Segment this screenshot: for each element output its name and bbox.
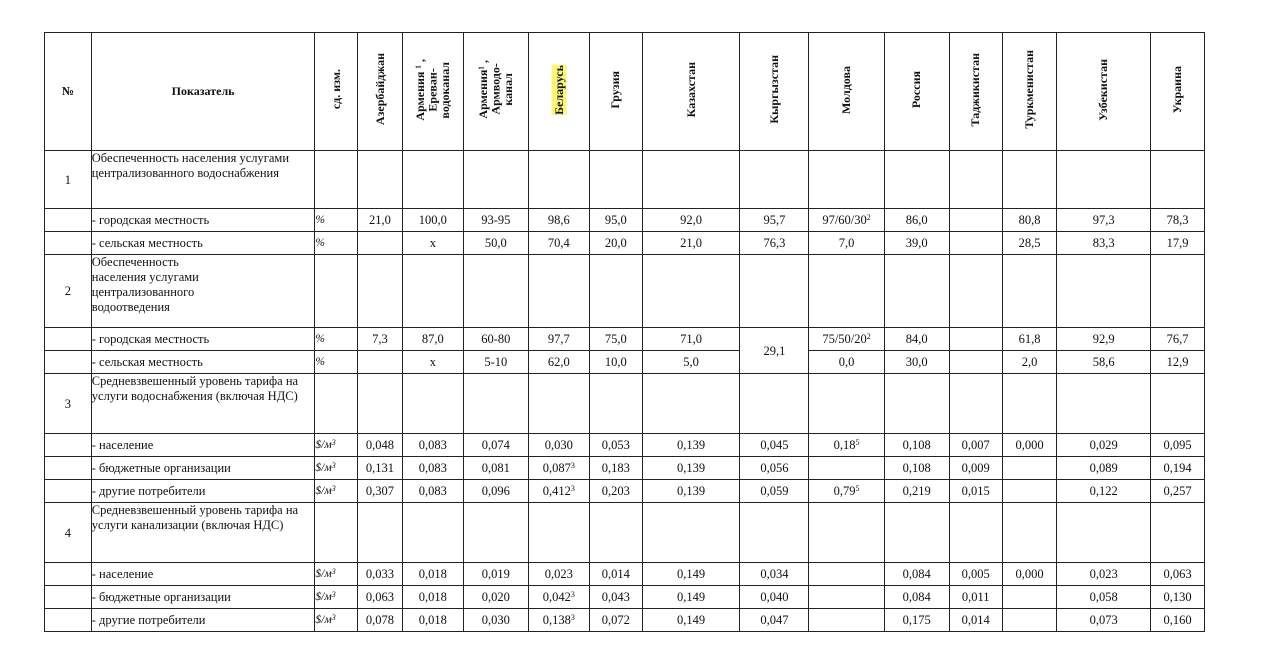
table-row xyxy=(45,457,1205,480)
cell-belarus: 97,7 xyxy=(528,328,589,351)
cell-azerbaijan: 0,063 xyxy=(358,586,403,609)
row-number: 2 xyxy=(45,255,92,328)
cell-azerbaijan xyxy=(358,351,403,374)
cell-azerbaijan: 7,3 xyxy=(358,328,403,351)
cell-armenia-yerevan: 0,018 xyxy=(402,563,463,586)
cell-turkmenistan: 2,0 xyxy=(1002,351,1057,374)
group-label: Средневзвешенный уровень тарифа на услуги водоснабжения (включая НДС) xyxy=(91,374,315,434)
cell-kyrgyzstan: 0,047 xyxy=(740,609,809,632)
cell-kyrgyzstan: 76,3 xyxy=(740,232,809,255)
cell-georgia: 20,0 xyxy=(589,232,642,255)
cell-value: 0,042 xyxy=(542,590,571,604)
header-belarus: Беларусь xyxy=(551,64,566,115)
cell-georgia: 0,203 xyxy=(589,480,642,503)
cell-tajikistan xyxy=(949,209,1002,232)
table-row xyxy=(45,586,1205,609)
header-uzbekistan: Узбекистан xyxy=(1096,58,1111,121)
cell-turkmenistan: 0,000 xyxy=(1002,434,1057,457)
unit-exponent: 3 xyxy=(331,567,336,576)
cell-georgia: 0,043 xyxy=(589,586,642,609)
cell-kyrgyzstan: 0,059 xyxy=(740,480,809,503)
header-moldova: Молдова xyxy=(839,65,854,114)
cell-azerbaijan: 0,078 xyxy=(358,609,403,632)
cell-russia: 84,0 xyxy=(884,328,949,351)
cell-uzbekistan: 0,023 xyxy=(1057,563,1151,586)
cell-kyrgyzstan: 95,7 xyxy=(740,209,809,232)
group-label: Обеспеченность населения услугами централизованного водоснабжения xyxy=(91,151,315,209)
cell-belarus: 98,6 xyxy=(528,209,589,232)
cell-armenia-yerevan: x xyxy=(402,351,463,374)
unit-cell xyxy=(315,480,358,503)
table-row xyxy=(45,351,1205,374)
footnote-mark: 3 xyxy=(570,590,575,599)
cell-armenia-yerevan: 0,018 xyxy=(402,609,463,632)
cell-georgia: 0,183 xyxy=(589,457,642,480)
table-row xyxy=(45,209,1205,232)
footnote-mark: 3 xyxy=(570,484,575,493)
row-label: - городская местность xyxy=(91,328,315,351)
cell-armenia-yerevan: 0,018 xyxy=(402,586,463,609)
cell-armenia-yerevan: x xyxy=(402,232,463,255)
cell-moldova xyxy=(809,563,884,586)
unit-cell xyxy=(315,609,358,632)
unit-exponent: 3 xyxy=(331,484,336,493)
cell-russia: 0,084 xyxy=(884,586,949,609)
cell-uzbekistan: 0,058 xyxy=(1057,586,1151,609)
row-label: - население xyxy=(91,434,315,457)
cell-ukraine: 0,130 xyxy=(1151,586,1205,609)
row-label: - сельская местность xyxy=(91,351,315,374)
row-label: - бюджетные организации xyxy=(91,586,315,609)
unit-exponent: 3 xyxy=(331,438,336,447)
row-label: - население xyxy=(91,563,315,586)
table-row xyxy=(45,480,1205,503)
cell-belarus: 70,4 xyxy=(528,232,589,255)
cell-turkmenistan: 28,5 xyxy=(1002,232,1057,255)
cell-kazakhstan: 0,149 xyxy=(642,609,740,632)
row-label: - бюджетные организации xyxy=(91,457,315,480)
footnote-mark: 3 xyxy=(570,613,575,622)
table-row xyxy=(45,434,1205,457)
cell-value: 97/60/30 xyxy=(822,213,867,227)
group-label: Средневзвешенный уровень тарифа на услуги канализации (включая НДС) xyxy=(91,503,315,563)
header-georgia: Грузия xyxy=(608,70,623,109)
cell-armenia-armvodokanal: 0,081 xyxy=(463,457,528,480)
cell-armenia-yerevan: 0,083 xyxy=(402,480,463,503)
cell-georgia: 0,072 xyxy=(589,609,642,632)
cell-armenia-armvodokanal: 0,020 xyxy=(463,586,528,609)
row-label: - сельская местность xyxy=(91,232,315,255)
unit-text: $/м xyxy=(315,439,332,451)
water-services-table xyxy=(44,32,1205,632)
group-row xyxy=(45,374,1205,434)
unit-exponent: 3 xyxy=(331,461,336,470)
cell-turkmenistan: 80,8 xyxy=(1002,209,1057,232)
unit-text: $/м xyxy=(315,614,332,626)
cell-tajikistan xyxy=(949,328,1002,351)
cell-armenia-armvodokanal: 0,074 xyxy=(463,434,528,457)
cell-azerbaijan xyxy=(358,232,403,255)
cell-turkmenistan xyxy=(1002,586,1057,609)
cell-kazakhstan: 92,0 xyxy=(642,209,740,232)
cell-tajikistan xyxy=(949,232,1002,255)
cell-armenia-armvodokanal: 5-10 xyxy=(463,351,528,374)
cell-russia: 86,0 xyxy=(884,209,949,232)
cell-ukraine: 0,095 xyxy=(1151,434,1205,457)
unit-cell xyxy=(315,563,358,586)
header-kazakhstan: Казахстан xyxy=(683,61,698,118)
cell-kyrgyzstan: 0,045 xyxy=(740,434,809,457)
row-label: - другие потребители xyxy=(91,480,315,503)
cell-tajikistan: 0,009 xyxy=(949,457,1002,480)
table-row xyxy=(45,328,1205,351)
cell-kazakhstan: 21,0 xyxy=(642,232,740,255)
cell-georgia: 0,014 xyxy=(589,563,642,586)
header-unit: сд. изм. xyxy=(328,69,343,110)
footnote-mark: 5 xyxy=(855,484,860,493)
cell-belarus xyxy=(528,457,589,480)
cell-armenia-armvodokanal: 0,019 xyxy=(463,563,528,586)
row-number: 3 xyxy=(45,374,92,434)
cell-kazakhstan: 0,149 xyxy=(642,586,740,609)
header-russia: Россия xyxy=(909,70,924,109)
cell-uzbekistan: 0,089 xyxy=(1057,457,1151,480)
cell-belarus xyxy=(528,586,589,609)
cell-armenia-armvodokanal: 0,096 xyxy=(463,480,528,503)
cell-ukraine: 0,257 xyxy=(1151,480,1205,503)
cell-kazakhstan: 0,139 xyxy=(642,480,740,503)
cell-value: 75/50/20 xyxy=(822,332,867,346)
cell-armenia-armvodokanal: 60-80 xyxy=(463,328,528,351)
group-label: Обеспеченность населения услугами централизованного водоотведения xyxy=(91,255,315,328)
cell-value: 0,18 xyxy=(833,438,856,452)
cell-uzbekistan: 83,3 xyxy=(1057,232,1151,255)
cell-belarus xyxy=(528,609,589,632)
cell-ukraine: 12,9 xyxy=(1151,351,1205,374)
cell-armenia-armvodokanal: 0,030 xyxy=(463,609,528,632)
cell-uzbekistan: 0,029 xyxy=(1057,434,1151,457)
cell-moldova xyxy=(809,457,884,480)
cell-uzbekistan: 97,3 xyxy=(1057,209,1151,232)
cell-russia: 0,108 xyxy=(884,457,949,480)
cell-turkmenistan: 0,000 xyxy=(1002,563,1057,586)
unit-text: $/м xyxy=(315,568,332,580)
table-row xyxy=(45,563,1205,586)
cell-tajikistan: 0,005 xyxy=(949,563,1002,586)
unit-cell: % xyxy=(315,232,358,255)
cell-moldova xyxy=(809,609,884,632)
cell-ukraine: 0,194 xyxy=(1151,457,1205,480)
cell-russia: 0,108 xyxy=(884,434,949,457)
cell-value: 0,138 xyxy=(542,613,571,627)
cell-armenia-armvodokanal: 50,0 xyxy=(463,232,528,255)
cell-russia: 30,0 xyxy=(884,351,949,374)
cell-tajikistan: 0,011 xyxy=(949,586,1002,609)
row-label: - другие потребители xyxy=(91,609,315,632)
unit-cell: % xyxy=(315,328,358,351)
cell-uzbekistan: 92,9 xyxy=(1057,328,1151,351)
header-armenia-armvodokanal: Армения¹ , Армводо- канал xyxy=(475,60,516,119)
cell-russia: 0,175 xyxy=(884,609,949,632)
footnote-mark: 2 xyxy=(866,332,871,341)
unit-text: $/м xyxy=(315,462,332,474)
cell-tajikistan xyxy=(949,351,1002,374)
header-tajikistan: Таджикистан xyxy=(968,52,983,127)
unit-cell: % xyxy=(315,209,358,232)
table-row xyxy=(45,609,1205,632)
cell-georgia: 75,0 xyxy=(589,328,642,351)
unit-text: $/м xyxy=(315,591,332,603)
cell-armenia-yerevan: 0,083 xyxy=(402,434,463,457)
cell-russia: 0,219 xyxy=(884,480,949,503)
row-number: 4 xyxy=(45,503,92,563)
unit-cell xyxy=(315,457,358,480)
cell-ukraine: 76,7 xyxy=(1151,328,1205,351)
cell-kazakhstan: 71,0 xyxy=(642,328,740,351)
header-indicator: Показатель xyxy=(91,33,315,151)
cell-kazakhstan: 0,139 xyxy=(642,457,740,480)
cell-uzbekistan: 58,6 xyxy=(1057,351,1151,374)
cell-azerbaijan: 21,0 xyxy=(358,209,403,232)
cell-turkmenistan xyxy=(1002,480,1057,503)
cell-moldova: 0,0 xyxy=(809,351,884,374)
cell-kyrgyzstan: 0,040 xyxy=(740,586,809,609)
cell-belarus: 0,023 xyxy=(528,563,589,586)
cell-azerbaijan: 0,131 xyxy=(358,457,403,480)
cell-turkmenistan xyxy=(1002,609,1057,632)
cell-azerbaijan: 0,033 xyxy=(358,563,403,586)
cell-kazakhstan: 0,139 xyxy=(642,434,740,457)
cell-kazakhstan: 0,149 xyxy=(642,563,740,586)
cell-azerbaijan: 0,048 xyxy=(358,434,403,457)
cell-georgia: 10,0 xyxy=(589,351,642,374)
header-no: № xyxy=(45,33,92,151)
cell-uzbekistan: 0,073 xyxy=(1057,609,1151,632)
header-azerbaijan: Азербайджан xyxy=(372,53,387,126)
cell-russia: 39,0 xyxy=(884,232,949,255)
header-armenia-yerevan: Армения ¹ , Ереван- водоканал xyxy=(412,58,453,121)
unit-cell: % xyxy=(315,351,358,374)
row-number: 1 xyxy=(45,151,92,209)
cell-moldova xyxy=(809,209,884,232)
cell-ukraine: 17,9 xyxy=(1151,232,1205,255)
cell-turkmenistan xyxy=(1002,457,1057,480)
footnote-mark: 2 xyxy=(866,213,871,222)
cell-armenia-yerevan: 100,0 xyxy=(402,209,463,232)
row-label: - городская местность xyxy=(91,209,315,232)
cell-ukraine: 0,160 xyxy=(1151,609,1205,632)
cell-uzbekistan: 0,122 xyxy=(1057,480,1151,503)
header-kyrgyzstan: Кыргызстан xyxy=(767,55,782,124)
cell-kyrgyzstan: 0,056 xyxy=(740,457,809,480)
cell-kazakhstan: 5,0 xyxy=(642,351,740,374)
unit-exponent: 3 xyxy=(331,613,336,622)
cell-moldova: 7,0 xyxy=(809,232,884,255)
cell-ukraine: 0,063 xyxy=(1151,563,1205,586)
cell-belarus: 62,0 xyxy=(528,351,589,374)
cell-belarus xyxy=(528,480,589,503)
cell-belarus: 0,030 xyxy=(528,434,589,457)
cell-armenia-armvodokanal: 93-95 xyxy=(463,209,528,232)
cell-tajikistan: 0,015 xyxy=(949,480,1002,503)
cell-value: 0,79 xyxy=(833,484,856,498)
cell-moldova xyxy=(809,480,884,503)
header-turkmenistan: Туркменистан xyxy=(1022,50,1037,129)
cell-azerbaijan: 0,307 xyxy=(358,480,403,503)
cell-georgia: 0,053 xyxy=(589,434,642,457)
cell-georgia: 95,0 xyxy=(589,209,642,232)
cell-kyrgyzstan: 0,034 xyxy=(740,563,809,586)
cell-moldova xyxy=(809,434,884,457)
cell-armenia-yerevan: 0,083 xyxy=(402,457,463,480)
cell-tajikistan: 0,007 xyxy=(949,434,1002,457)
unit-text: $/м xyxy=(315,485,332,497)
cell-armenia-yerevan: 87,0 xyxy=(402,328,463,351)
group-row xyxy=(45,151,1205,209)
group-row xyxy=(45,503,1205,563)
header-ukraine: Украина xyxy=(1170,65,1185,114)
footnote-mark: 3 xyxy=(570,461,575,470)
table-row xyxy=(45,232,1205,255)
header-row xyxy=(45,33,1205,151)
cell-turkmenistan: 61,8 xyxy=(1002,328,1057,351)
cell-ukraine: 78,3 xyxy=(1151,209,1205,232)
cell-moldova xyxy=(809,586,884,609)
cell-kyrgyzstan: 29,1 xyxy=(740,328,809,374)
unit-exponent: 3 xyxy=(331,590,336,599)
cell-tajikistan: 0,014 xyxy=(949,609,1002,632)
cell-moldova xyxy=(809,328,884,351)
cell-value: 0,412 xyxy=(542,484,571,498)
unit-cell xyxy=(315,434,358,457)
cell-value: 0,087 xyxy=(542,461,571,475)
footnote-mark: 5 xyxy=(855,438,860,447)
unit-cell xyxy=(315,586,358,609)
cell-russia: 0,084 xyxy=(884,563,949,586)
group-row xyxy=(45,255,1205,328)
